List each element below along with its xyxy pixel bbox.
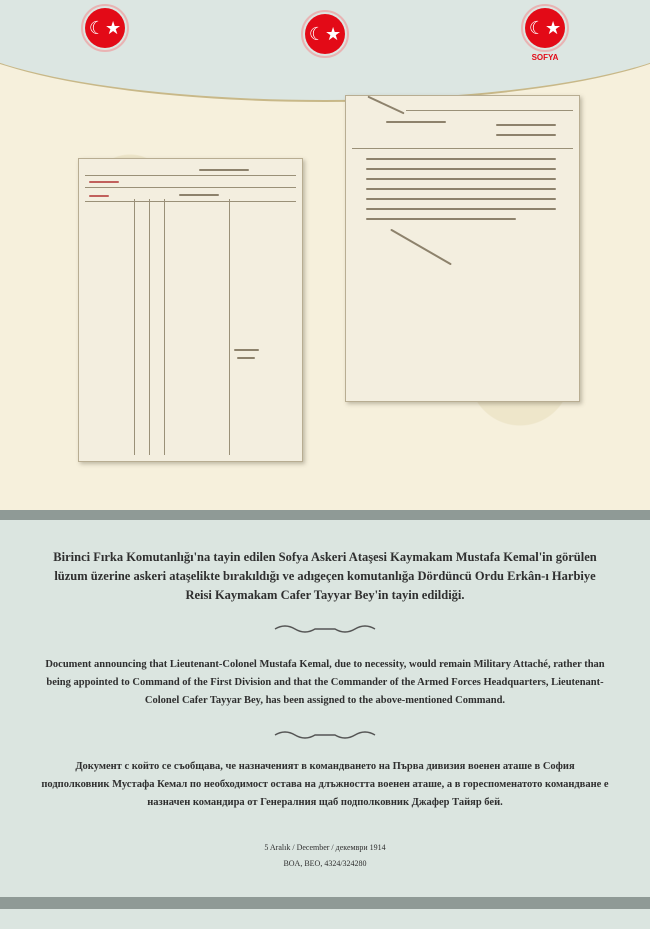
archival-document-right bbox=[345, 95, 580, 402]
embassy-emblem-icon: ☾★ bbox=[525, 8, 565, 48]
ornament-divider-icon bbox=[270, 728, 380, 742]
divider-band-top bbox=[0, 510, 650, 520]
caption-bulgarian: Документ с който се съобщава, че назначеният в командването на Първа дивизия военен аташе в София подполковник Мустафа Кемал по необходимост остава на длъжността военен аташе, а в гореспоменатото командване е назначен командира от Генералния щаб подполковник Джафер Тайяр бей. bbox=[41, 761, 609, 808]
document-date: 5 Aralık / December / декември 1914 bbox=[264, 843, 386, 852]
caption-english: Document announcing that Lieutenant-Colonel Mustafa Kemal, due to necessity, would remain Military Attaché, rather than being appointed to Command of the First Division and that the Commander of the Armed Forces Headquarters, Lieutenant-Colonel Cafer Tayyar Bey, has been assigned to the above-mentioned Command. bbox=[45, 659, 605, 706]
caption-turkish: Birinci Fırka Komutanlığı'na tayin edilen Sofya Askeri Ataşesi Kaymakam Mustafa Kemal'in görülen lüzum üzerine askeri ataşelikte bırakıldığı ve adıgeçen komutanlığa Dördüncü Ordu Erkân-ı Harbiye Reisi Kaymakam Cafer Tayyar Bey'in tayin edildiği. bbox=[53, 550, 597, 602]
archival-document-left bbox=[78, 158, 303, 462]
turkish-state-emblem-icon: ☾★ bbox=[85, 8, 125, 48]
archive-reference: BOA, BEO, 4324/324280 bbox=[283, 859, 367, 868]
presidency-emblem-icon: ☾★ bbox=[305, 14, 345, 54]
embassy-label: SOFYA bbox=[531, 53, 559, 62]
divider-band-bottom bbox=[0, 897, 650, 909]
document-date-reference bbox=[40, 840, 610, 872]
ornament-divider-icon bbox=[270, 622, 380, 636]
